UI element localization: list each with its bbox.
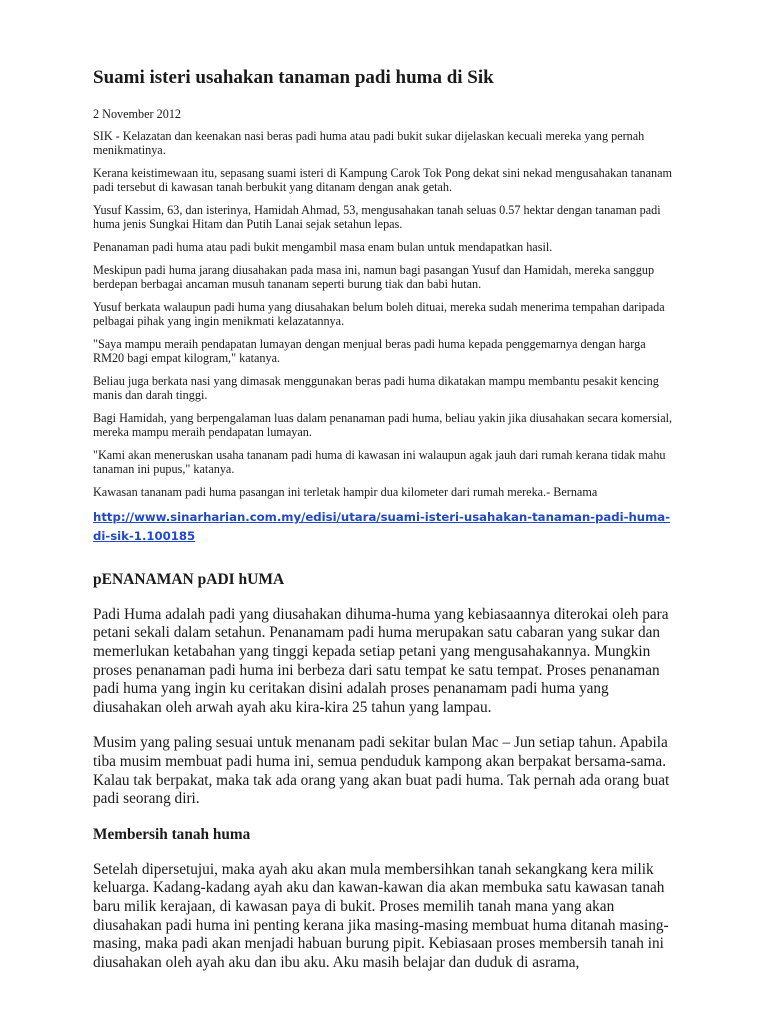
article-title: Suami isteri usahakan tanaman padi huma di Sik <box>93 67 494 88</box>
section-paragraph: Musim yang paling sesuai untuk menanam padi sekitar bulan Mac – Jun setiap tahun. Apabila tiba musim membuat padi huma ini, semua penduduk kampong akan berpakat bersama-sama. Kalau tak berpakat, maka tak ada orang yang akan buat padi huma. Tak pernah ada orang buat padi seorang diri. <box>93 734 670 808</box>
article-paragraph: Yusuf Kassim, 63, dan isterinya, Hamidah Ahmad, 53, mengusahakan tanah seluas 0.57 hektar dengan tanaman padi huma jenis Sungkai Hitam dan Putih Lanai sejak setahun lepas. <box>93 202 661 231</box>
article-paragraph: Kawasan tananam padi huma pasangan ini terletak hampir dua kilometer dari rumah mereka.- Bernama <box>93 484 598 499</box>
section-paragraph: Padi Huma adalah padi yang diusahakan dihuma-huma yang kebiasaannya diterokai oleh para petani sekali dalam setahun. Penanamam padi huma merupakan satu cabaran yang sukar dan memerlukan ketabahan yang tinggi kepada setiap petani yang mengusahakannya. Mungkin proses penanaman padi huma ini berbeza dari satu tempat ke satu tempat. Proses penanaman padi huma yang ingin ku ceritakan disini adalah proses penanamam padi huma yang diusahakan oleh arwah ayah aku kira-kira 25 tahun yang lampau. <box>93 605 669 716</box>
article-paragraph: Bagi Hamidah, yang berpengalaman luas dalam penanaman padi huma, beliau yakin jika diusahakan secara komersial, mereka mampu meraih pendapatan lumayan. <box>93 410 673 439</box>
subsection-heading: Membersih tanah huma <box>93 825 251 843</box>
article-paragraph: Yusuf berkata walaupun padi huma yang diusahakan belum boleh dituai, mereka sudah menerima tempahan daripada pelbagai pihak yang ingin menikmati kelazatannya. <box>93 299 665 328</box>
article-paragraph: Penanaman padi huma atau padi bukit mengambil masa enam bulan untuk mendapatkan hasil. <box>93 239 553 254</box>
document-page <box>93 68 673 989</box>
section-body <box>93 606 673 973</box>
section-title: pENANAMAN pADI hUMA <box>93 570 285 588</box>
article-paragraph: Beliau juga berkata nasi yang dimasak menggunakan beras padi huma dikatakan mampu membantu pesakit kencing manis dan darah tinggi. <box>93 373 659 402</box>
source-link[interactable]: http://www.sinarharian.com.my/edisi/utara/suami-isteri-usahakan-tanaman-padi-huma-di-sik-1.100185 <box>93 509 671 543</box>
article-paragraph: "Kami akan meneruskan usaha tananam padi huma di kawasan ini walaupun agak jauh dari rumah kerana tidak mahu tanaman ini pupus," katanya. <box>93 447 666 476</box>
article-paragraph: SIK - Kelazatan dan keenakan nasi beras padi huma atau padi bukit sukar dijelaskan kecuali mereka yang pernah menikmatinya. <box>93 128 645 157</box>
article-paragraph: Meskipun padi huma jarang diusahakan pada masa ini, namun bagi pasangan Yusuf dan Hamidah, mereka sanggup berdepan berbagai ancaman musuh tananam seperti burung tiak dan babi hutan. <box>93 262 655 291</box>
article-paragraph: "Saya mampu meraih pendapatan lumayan dengan menjual beras padi huma kepada penggemarnya dengan harga RM20 bagi empat kilogram," katanya. <box>93 336 646 365</box>
section-paragraph: Setelah dipersetujui, maka ayah aku akan mula membersihkan tanah sekangkang kera milik keluarga. Kadang-kadang ayah aku dan kawan-kawan dia akan membuka satu kawasan tanah baru milik kerajaan, di kawasan paya di bukit. Proses memilih tanah mana yang akan diusahakan padi huma ini penting kerana jika masing-masing membuat huma ditanah masing-masing, maka padi akan menjadi habuan burung pipit. Kebiasaan proses membersih tanah ini diusahakan oleh ayah aku dan ibu aku. Aku masih belajar dan duduk di asrama, <box>93 860 669 971</box>
article-body <box>93 107 673 499</box>
article-date: 2 November 2012 <box>93 106 182 121</box>
article-paragraph: Kerana keistimewaan itu, sepasang suami isteri di Kampung Carok Tok Pong dekat sini nekad mengusahakan tananam padi tersebut di kawasan tanah berbukit yang ditanam dengan anak getah. <box>93 165 673 194</box>
